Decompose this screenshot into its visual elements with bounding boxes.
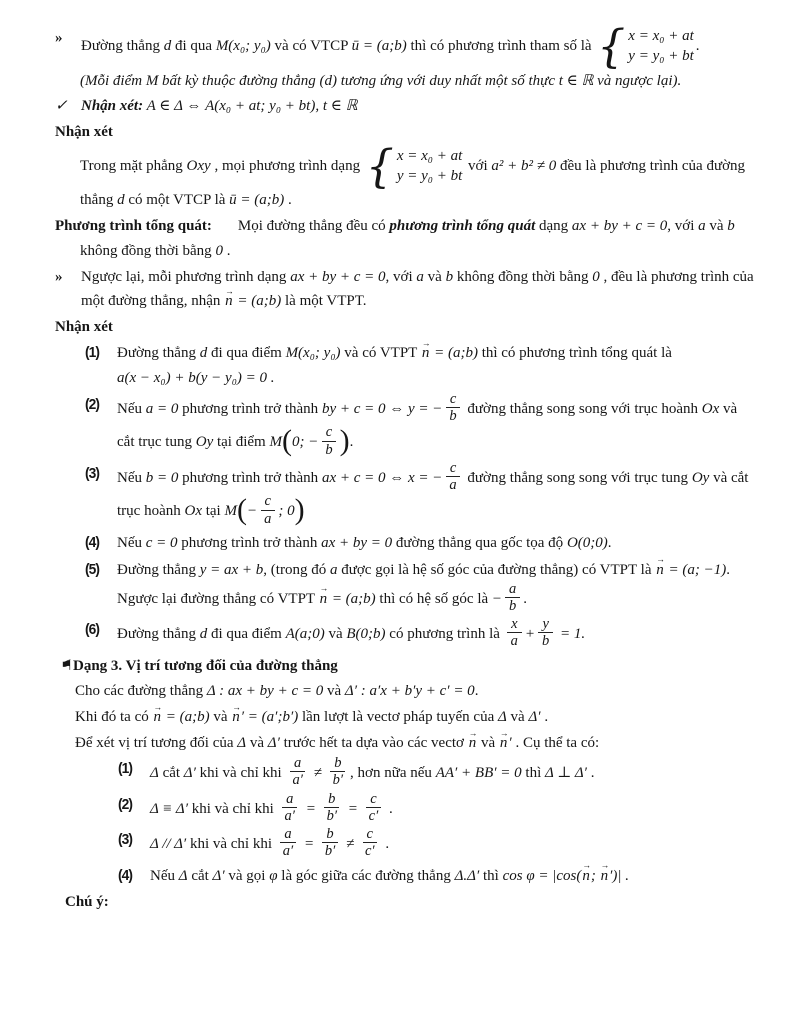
text-run: , hơn nữa nếu [350,765,436,782]
text-run: Δ ⊥ Δ′ [545,765,587,782]
text-run: ax + c = 0 ⇔ x = − [321,470,443,487]
text-run: ax + by = 0 [321,534,393,551]
text-run: và [323,683,345,700]
text-run: . [586,765,595,782]
text-run: a [416,268,424,285]
text-run: có phương trình là [385,626,504,643]
text-run: phương trình trở thành [178,401,322,418]
item-text [150,864,756,889]
item-text [150,790,756,826]
fraction-denominator: b′ [326,807,338,824]
text-run: Δ.Δ′ [454,867,480,884]
text-run: thì [479,867,503,884]
fraction-denominator: b′ [332,772,344,789]
fraction-denominator: a′ [292,772,303,789]
text-run: Oy [691,470,710,487]
fraction [329,755,347,788]
fraction-numerator: a [280,826,295,843]
position-item-4 [118,864,756,889]
text-run: 0 [592,268,600,285]
fraction-numerator: c [366,791,380,808]
text-run: cắt [158,765,184,782]
text-run: . [607,534,612,551]
fraction [445,391,460,424]
text-run: = (a;b) [233,293,282,310]
text-run: thì có phương trình tham số là [406,38,596,55]
vector-symbol: n → [320,587,328,612]
item-number: (5) [85,560,100,578]
text-run: khi và chỉ khi [195,765,286,782]
text-run: đều là phương trình của đường thẳng [80,158,746,208]
text-run: ≠ [342,836,358,853]
text-run: , mọi phương trình dạng [210,158,364,175]
text-run: khi và chỉ khi [186,836,276,853]
text-run: Δ′ [212,867,225,884]
text-run: Cho các đường thẳng [75,683,207,700]
paragraph-de-xet [55,731,756,756]
text-run: tại điểm [213,434,270,451]
fraction-numerator: a [282,791,297,808]
left-brace: { [597,20,626,73]
paragraph-converse [55,265,756,315]
fraction-numerator: a [505,581,520,598]
fraction [260,493,275,526]
heading-dang-3 [45,654,756,679]
text-run: AA′ + BB′ = 0 [435,765,522,782]
fraction-denominator: a [449,477,457,494]
text-run: 0 [215,242,223,259]
item-number: (2) [118,795,133,813]
text-run: dạng [535,217,572,234]
fraction [361,826,379,859]
text-run: và [719,401,738,418]
fraction [281,791,299,824]
fraction-numerator: c [322,424,336,441]
vector-symbol: n → [225,289,233,314]
heading-nhan-xet-2: Nhận xét [55,319,113,336]
text-run: , (trong đó [263,561,330,578]
item-number: (4) [118,866,133,884]
text-run: d [117,191,125,208]
text-run: . [349,434,354,451]
chevron-bullet-icon: » [55,268,63,285]
equation-system [365,140,463,193]
text-run: Δ′ [528,709,541,726]
fraction-numerator: c [446,391,460,408]
left-brace: { [365,140,394,193]
text-run: Đường thẳng [117,561,200,578]
fraction [288,755,306,788]
text-run: Ngược lại, mỗi phương trình dạng [81,268,291,285]
fraction [321,424,336,457]
text-run: = (a;b) [430,345,478,362]
text-run: Δ′ : a′x + b′y + c′ = 0 [344,683,475,700]
text-run: ′)| . [609,867,630,884]
fraction-denominator: b [325,441,333,458]
remark-item-1 [85,341,756,391]
text-run: a [698,217,706,234]
fraction-denominator: b′ [324,843,336,860]
text-run: Δ : ax + by + c = 0 [206,683,324,700]
heading-chu-y: Chú ý: [65,894,109,911]
text-run: B(0;b) [346,626,386,643]
text-run: M(x₀; y₀) [215,38,271,55]
text-run: thì [521,765,545,782]
text-run: A ∈ Δ ⇔ A(x₀ + at; y₀ + bt), t ∈ ℝ [143,98,358,115]
item-number: (6) [85,621,100,639]
fraction-numerator: y [538,616,552,633]
text-run: phương trình trở thành [178,470,322,487]
text-run: d [163,38,172,55]
remark-item-3 [85,459,756,529]
text-run: = (a;b) [328,590,376,607]
text-run: Ox [184,503,202,520]
text-run: Oxy [186,158,211,175]
text-run: Đường thẳng [81,38,164,55]
text-run: lần lượt là vectơ pháp tuyến của [298,709,498,726]
text-run: ū = (a;b) [351,38,407,55]
item-number: (2) [85,395,100,413]
text-run: d [199,626,208,643]
text-run: = [300,836,318,853]
fraction [321,826,339,859]
text-run: Mọi đường thẳng đều có [237,217,390,234]
equation-line: x = x₀ + at [628,28,694,44]
fraction-denominator: a [510,633,518,650]
text-run: . [385,800,393,817]
text-run: . [222,242,231,259]
item-text [117,459,756,529]
text-run: ; 0 [278,503,295,520]
equation-line: y = y₀ + bt [396,168,463,185]
text-run: . [381,836,390,853]
tall-parenthesis: ( [236,493,247,527]
vector-symbol: n → [656,558,664,583]
text-run: ′ [508,735,512,752]
fraction-numerator: b [330,755,345,772]
text-run: . [284,191,292,208]
text-run: là một VTPT. [281,293,367,310]
text-run: Đường thẳng [117,345,200,362]
text-run: . [474,683,479,700]
text-run: M [269,434,282,451]
text-run: ; [590,867,600,884]
text-run: đường thẳng song song với trục hoành [463,401,702,418]
text-run: Ngược lại đường thẳng có VTPT [117,590,319,607]
vector-symbol: n → [500,731,508,756]
text-run: = [344,800,362,817]
text-run: Nhận xét: [81,98,144,115]
text-run: . [540,709,549,726]
text-run: ax + by + c = 0 [571,217,668,234]
text-run: M(x₀; y₀) [285,345,341,362]
text-run: ≠ [309,765,326,782]
fraction-denominator: a [264,510,272,527]
text-run: . Cụ thể ta có: [511,735,600,752]
text-run: c = 0 [145,534,178,551]
fraction-numerator: c [261,493,275,510]
text-run: trục hoành [117,503,185,520]
paragraph-text [81,94,756,119]
paragraph-oxy [55,140,756,212]
heading-text: Dạng 3. Vị trí tương đối của đường thẳng [73,657,338,674]
fraction [365,791,383,824]
text-run: thì có phương trình tổng quát là [477,345,672,362]
text-run: = (a; −1) [664,561,727,578]
fraction-denominator: c′ [364,843,375,860]
text-run: và [423,268,446,285]
text-run: − [491,590,503,607]
text-run: + [524,626,536,643]
text-run: trước hết ta dựa vào các vectơ [279,735,468,752]
text-run: đường thẳng qua gốc tọa độ [392,534,567,551]
position-item-1 [118,757,756,790]
equation-line: y = y₀ + bt [628,47,694,64]
text-run: d [199,345,208,362]
text-run: b = 0 [145,470,179,487]
fraction [538,616,553,649]
equation-lines [628,27,693,67]
text-run: với [464,158,492,175]
general-equation-label: Phương trình tổng quát: [55,217,212,234]
text-run: phương trình trở thành [177,534,322,551]
text-run: Δ [178,867,188,884]
text-run: Δ [237,735,247,752]
item-number: (3) [118,831,133,849]
text-run: = 1. [556,626,586,643]
remark-item-6 [85,618,756,651]
fraction [323,791,341,824]
text-run: y = ax + b [199,561,264,578]
text-run: by + c = 0 ⇔ y = − [321,401,443,418]
heading-nhan-xet-1: Nhận xét [55,124,113,141]
text-run: − [246,503,258,520]
item-number: (1) [118,760,133,778]
item-text [150,757,756,790]
text-run: Ox [701,401,720,418]
paragraph-check-remark [55,94,756,119]
text-run: cắt [187,867,213,884]
text-run: Nếu [117,534,146,551]
text-run: thì có hệ số góc là [375,590,492,607]
vector-symbol: n → [601,864,609,889]
tall-parenthesis: ( [281,424,292,458]
text-run: không đồng thời bằng [453,268,593,285]
fraction-numerator: b [324,791,339,808]
item-text [117,558,756,616]
text-run: và [477,735,499,752]
position-item-3 [118,828,756,861]
fraction [445,460,460,493]
text-run: Δ [497,709,507,726]
fraction [505,581,520,614]
text-run: Nếu [117,470,146,487]
equation-system [597,20,694,73]
fraction-numerator: x [507,616,521,633]
paragraph-general-equation [55,214,756,264]
text-run: Nếu [150,867,179,884]
text-run: và [246,735,268,752]
text-run: Δ ≡ Δ′ [150,800,188,817]
fraction-denominator: c′ [368,807,379,824]
text-run: và có VTCP [270,38,352,55]
text-run: . [695,38,700,55]
text-run: b [727,217,735,234]
item-text [150,828,756,861]
text-run: Để xét vị trí tương đối của [75,735,238,752]
text-run: a² + b² ≠ 0 [491,158,557,175]
text-run: A(a;0) [285,626,325,643]
text-run: và [324,626,347,643]
text-run: ū = (a;b) [229,191,285,208]
fraction-denominator: a′ [282,843,294,860]
paragraph-parametric-intro [55,20,756,73]
vector-symbol: n → [232,705,240,730]
text-run: . [523,590,528,607]
text-run: Đường thẳng [117,626,200,643]
text-run: và [705,217,728,234]
text-run: ′ = (a′;b′) [240,709,299,726]
position-item-2 [118,790,756,826]
text-run: Δ′ [267,735,280,752]
text-run: (Mỗi điểm M bất kỳ thuộc đường thẳng (d) tương ứng với duy nhất một số thực t ∈ ℝ và ngược lại). [80,72,682,89]
fraction-numerator: b [322,826,337,843]
text-run: . [726,561,730,578]
text-run: và [506,709,529,726]
tall-parenthesis: ) [339,424,350,458]
text-run: , với [385,268,417,285]
text-run: O(0;0) [566,534,608,551]
paragraph-note [55,69,756,94]
text-run: Oy [195,434,214,451]
text-run: và có VTPT [340,345,421,362]
fraction-denominator: b [509,597,517,614]
text-run: Nếu [117,401,146,418]
text-run: đi qua điểm [207,345,286,362]
item-number: (1) [85,344,100,362]
item-text [117,618,756,651]
equation-line: x = x₀ + at [396,148,463,165]
text-run: phương trình tổng quát [389,217,536,234]
text-run: , đều là phương trình của một đường thẳng, nhận [81,268,754,310]
fraction [279,826,297,859]
remark-item-2 [85,390,756,460]
text-run: và [209,709,232,726]
text-run: a(x − x₀) + b(y − y₀) = 0 . [117,370,275,387]
item-text [117,341,756,391]
paragraph-khi-do [55,705,756,730]
text-run: = (a;b) [161,709,210,726]
fraction-denominator: b [542,633,550,650]
vector-symbol: n → [469,731,477,756]
remark-item-5 [85,558,756,616]
fraction-numerator: c [446,460,460,477]
text-run: φ [269,867,278,884]
flag-icon: ⚑ [60,657,73,674]
item-text [117,390,756,460]
fraction-denominator: b [449,408,457,425]
text-run: và gọi [224,867,270,884]
text-run: Δ // Δ′ [150,836,187,853]
fraction-numerator: c [363,826,377,843]
paragraph-text [81,20,756,73]
text-run: là góc giữa các đường thẳng [277,867,455,884]
text-run: , với [667,217,699,234]
text-run: đi qua điểm [207,626,286,643]
equation-lines [397,147,462,187]
text-run: ax + by + c = 0 [290,268,386,285]
text-run: được gọi là hệ số góc của đường thẳng) có VTPT là [337,561,656,578]
text-run: = [301,800,320,817]
text-run: đi qua [171,38,216,55]
text-run: b [445,268,454,285]
text-run: cos φ = |cos( [502,867,582,884]
text-run: Trong mặt phẳng [80,158,187,175]
text-run: Khi đó ta có [75,709,153,726]
vector-symbol: n → [153,705,161,730]
item-number: (3) [85,464,100,482]
text-run: và cắt [709,470,749,487]
text-run: cắt trục tung [117,434,196,451]
text-run: đường thẳng song song với trục tung [463,470,692,487]
text-run: có một VTCP là [124,191,230,208]
fraction-numerator: a [290,755,305,772]
text-run: a [329,561,338,578]
text-run: Δ [150,765,159,782]
text-run: 0; − [291,434,319,451]
check-icon: ✓ [55,98,68,115]
tall-parenthesis: ) [294,493,305,527]
fraction-denominator: a′ [284,807,295,824]
chevron-bullet-icon: » [55,30,63,46]
text-run: khi và chỉ khi [187,800,278,817]
text-run: Δ′ [183,765,196,782]
text-run: tại [201,503,225,520]
text-run: M [224,503,237,520]
item-number: (4) [85,533,100,551]
vector-symbol: n → [422,341,430,366]
vector-symbol: n → [582,864,590,889]
fraction [507,616,522,649]
text-run: a = 0 [145,401,179,418]
paragraph-text [81,265,756,315]
text-run: không đồng thời bằng [80,242,216,259]
